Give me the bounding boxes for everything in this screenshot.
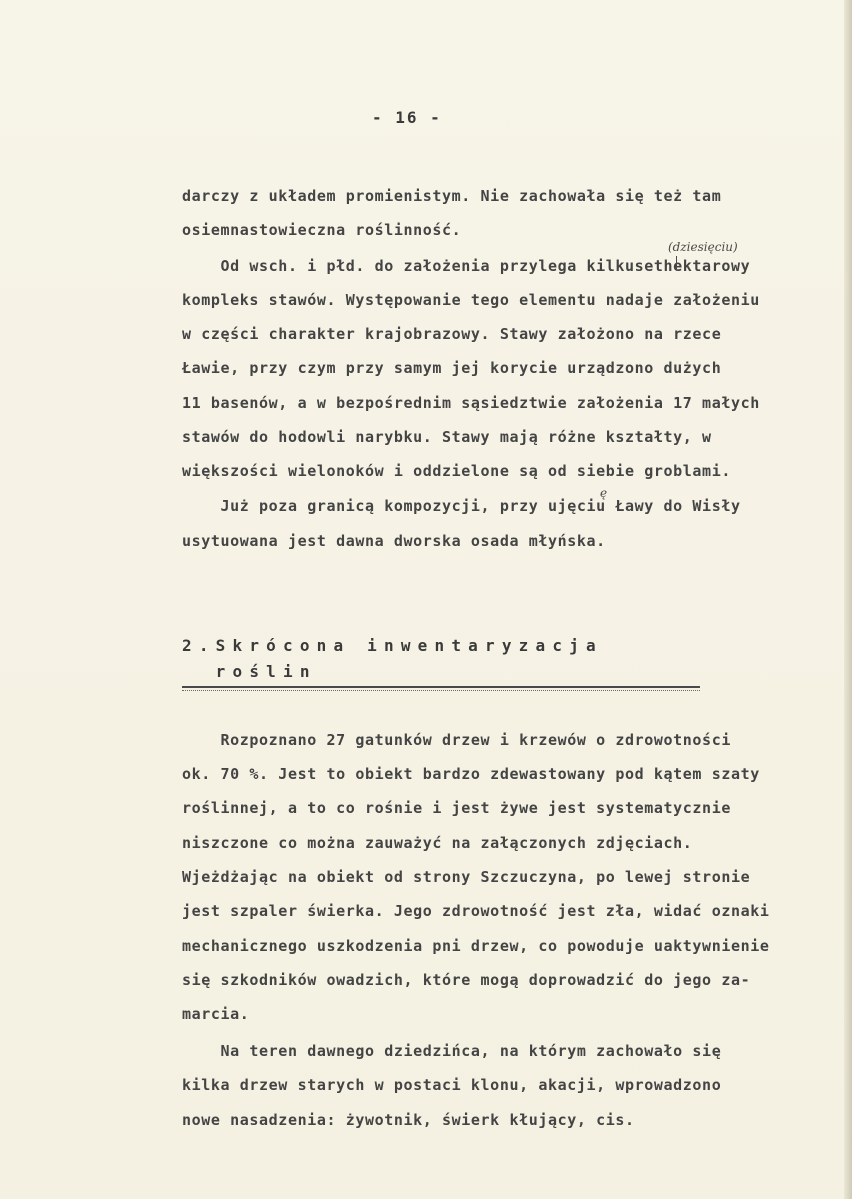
text-line: roślinnej, a to co rośnie i jest żywe jest systematycznie [182, 799, 731, 817]
text-line: jest szpaler świerka. Jego zdrowotność jest zła, widać oznaki [182, 902, 770, 920]
heading-underline [182, 686, 700, 688]
text-line: 11 basenów, a w bezpośrednim sąsiedztwie założenia 17 małych [182, 394, 760, 412]
text-line: większości wielonoków i oddzielone są od siebie groblami. [182, 462, 731, 480]
text-line: usytuowana jest dawna dworska osada młyńska. [182, 532, 606, 550]
section-heading: 2.Skrócona inwentaryzacja [182, 636, 603, 655]
text-line: Wjeżdżając na obiekt od strony Szczuczyna, po lewej stronie [182, 868, 751, 886]
text-line: darczy z układem promienistym. Nie zachowała się też tam [182, 187, 722, 205]
text-line: osiemnastowieczna roślinność. [182, 221, 462, 239]
text-line: Już poza granicą kompozycji, przy ujęciu Ławy do Wisły [182, 497, 741, 515]
text-line: Na teren dawnego dziedzińca, na którym zachowało się [182, 1042, 722, 1060]
text-line: nowe nasadzenia: żywotnik, świerk kłujący, cis. [182, 1111, 635, 1129]
text-line: marcia. [182, 1005, 250, 1023]
insertion-mark [676, 256, 685, 270]
page-edge [844, 0, 852, 1199]
text-line: Od wsch. i płd. do założenia przylega kilkusethektarowy [182, 257, 751, 275]
text-line: mechanicznego uszkodzenia pni drzew, co powoduje uaktywnienie [182, 937, 770, 955]
text-line: się szkodników owadzich, które mogą doprowadzić do jego za- [182, 971, 751, 989]
text-line: kilka drzew starych w postaci klonu, akacji, wprowadzono [182, 1076, 722, 1094]
heading-underline-dotted [182, 690, 700, 691]
page-number: - 16 - [372, 108, 442, 127]
text-line: Ławie, przy czym przy samym jej korycie urządzono dużych [182, 359, 722, 377]
handwritten-note: (dziesięciu) [668, 240, 738, 254]
text-line: niszczone co można zauważyć na załączonych zdjęciach. [182, 834, 693, 852]
handwritten-correction: ę [600, 486, 608, 500]
text-line: ok. 70 %. Jest to obiekt bardzo zdewastowany pod kątem szaty [182, 765, 760, 783]
text-line: stawów do hodowli narybku. Stawy mają różne kształty, w [182, 428, 712, 446]
text-line: Rozpoznano 27 gatunków drzew i krzewów o zdrowotności [182, 731, 731, 749]
text-line: kompleks stawów. Występowanie tego elementu nadaje założeniu [182, 291, 760, 309]
section-heading-continued: roślin [182, 662, 317, 681]
text-line: w części charakter krajobrazowy. Stawy założono na rzece [182, 325, 722, 343]
